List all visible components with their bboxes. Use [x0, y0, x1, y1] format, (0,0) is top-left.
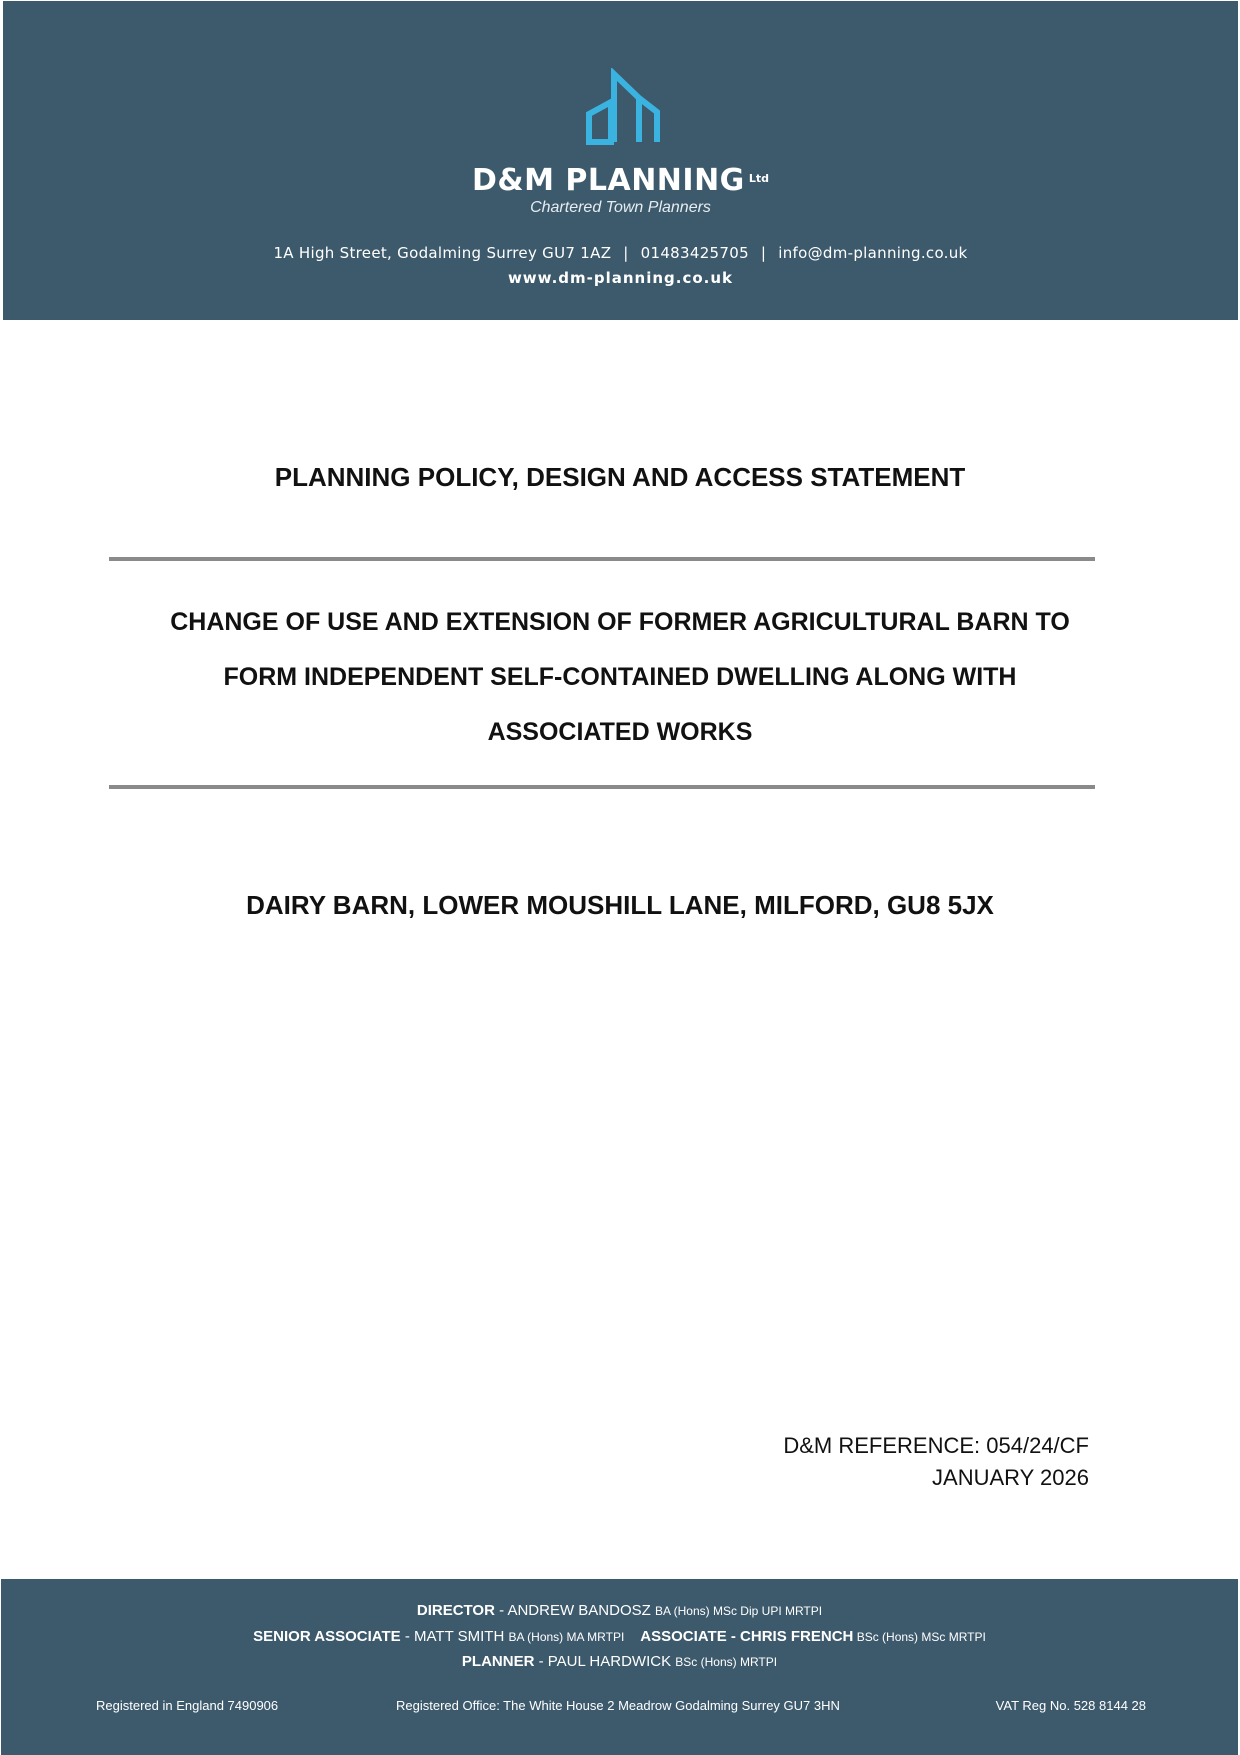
separator: | — [760, 244, 767, 262]
document-date: JANUARY 2026 — [932, 1465, 1089, 1490]
staff-qualifications: BA (Hons) MSc Dip UPI MRTPI — [654, 1604, 823, 1618]
staff-qualifications: BA (Hons) MA MRTPI — [508, 1630, 625, 1644]
contact-line — [3, 243, 1238, 263]
separator: | — [623, 244, 629, 262]
proposal-line: FORM INDEPENDENT SELF-CONTAINED DWELLING ALONG WITH — [223, 663, 1017, 691]
registered-office: Registered Office: The White House 2 Meadrow Godalming Surrey GU7 3HN — [396, 1698, 840, 1713]
site-address: DAIRY BARN, LOWER MOUSHILL LANE, MILFORD, GU8 5JX — [246, 890, 994, 920]
staff-planner — [1, 1652, 1238, 1672]
office-address: 1A High Street, Godalming Surrey GU7 1AZ — [273, 244, 612, 262]
divider-bottom — [109, 785, 1095, 789]
staff-role: DIRECTOR — [416, 1602, 495, 1619]
staff-role: SENIOR ASSOCIATE — [253, 1628, 401, 1645]
reference-block — [783, 1430, 1089, 1494]
divider-top — [109, 557, 1095, 561]
company-registration: Registered in England 7490906 — [96, 1698, 279, 1713]
staff-role: ASSOCIATE - CHRIS FRENCH — [640, 1628, 854, 1645]
dm-building-logo-icon — [583, 68, 663, 148]
proposal-line: ASSOCIATED WORKS — [487, 718, 753, 746]
letterhead-footer — [1, 1579, 1238, 1755]
brand-tagline: Chartered Town Planners — [530, 199, 711, 216]
document-reference: D&M REFERENCE: 054/24/CF — [783, 1433, 1089, 1458]
document-type-title: PLANNING POLICY, DESIGN AND ACCESS STATEMENT — [274, 462, 966, 492]
website-link[interactable]: www.dm-planning.co.uk — [507, 269, 734, 287]
email-link[interactable]: info@dm-planning.co.uk — [778, 244, 968, 262]
staff-associates — [1, 1627, 1238, 1647]
staff-role: PLANNER — [461, 1653, 535, 1670]
brand-suffix: Ltd — [748, 172, 769, 185]
staff-qualifications: BSc (Hons) MRTPI — [675, 1655, 778, 1669]
staff-name: - MATT SMITH — [400, 1628, 509, 1645]
phone-number[interactable]: 01483425705 — [640, 244, 749, 262]
staff-name: - PAUL HARDWICK — [534, 1653, 676, 1670]
proposal-description — [100, 595, 1140, 760]
letterhead-header — [3, 1, 1238, 320]
brand-name: D&M PLANNING $^{Ltd}$ — [472, 163, 769, 198]
staff-name: - ANDREW BANDOSZ — [494, 1602, 655, 1619]
proposal-line: CHANGE OF USE AND EXTENSION OF FORMER AGRICULTURAL BARN TO — [170, 608, 1070, 636]
staff-qualifications: BSc (Hons) MSc MRTPI — [853, 1630, 986, 1644]
vat-number: VAT Reg No. 528 8144 28 — [995, 1698, 1146, 1713]
staff-director — [1, 1601, 1238, 1621]
